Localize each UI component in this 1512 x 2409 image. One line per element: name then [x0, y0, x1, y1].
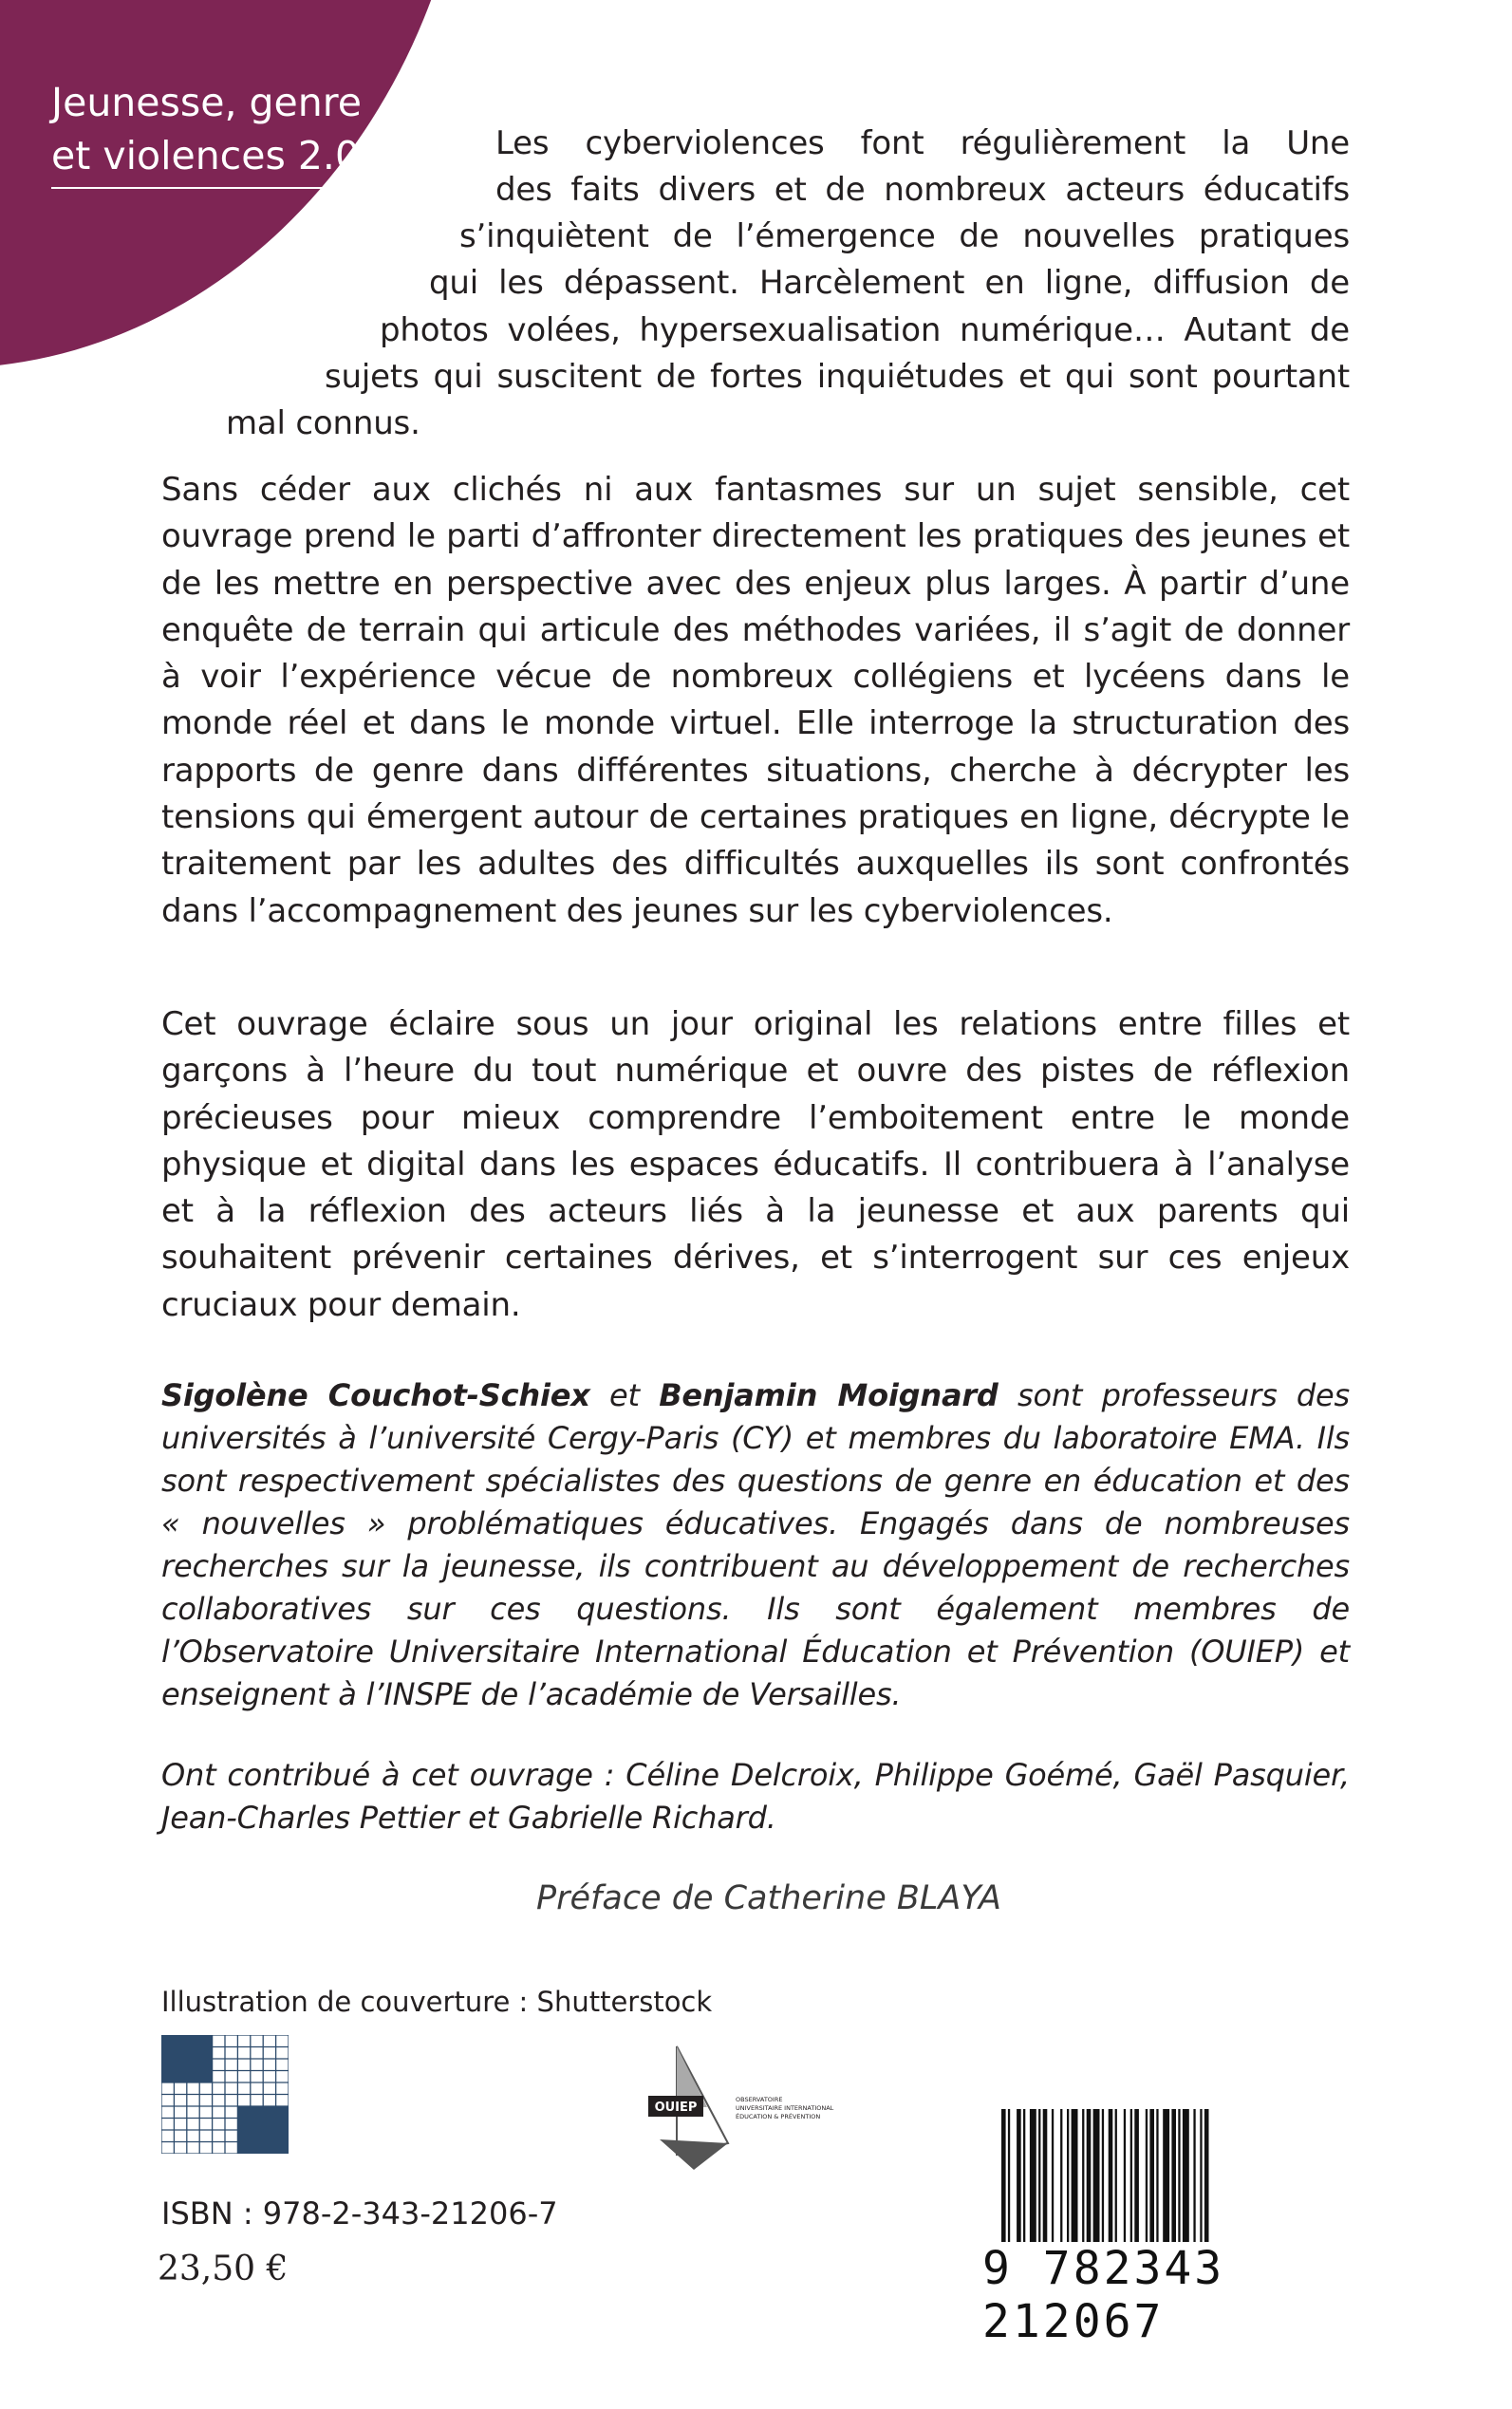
ouiep-acronym: OUIEP — [654, 2101, 698, 2115]
intro-line: Les cyberviolences font régulièrement la Une — [495, 124, 1350, 162]
intro-line: mal connus. — [226, 404, 420, 442]
author-2-name: Benjamin Moignard — [659, 1377, 999, 1413]
paragraph-main: Sans céder aux clichés ni aux fantasmes sur un sujet sensible, cet ouvrage prend le parti d’affronter directement les pratiques des jeunes et de les mettre en perspective avec des enjeux plus larges. À partir d’une enquête de terrain qui articule des méthodes variées, il s’agit de donner à voir l’expérience vécue de nombreux collégiens et lycéens dans le monde réel et dans le monde virtuel. Elle interroge la structuration des rapports de genre dans différentes situations, cherche à décrypter les tensions qui émergent autour de certaines pratiques en ligne, décrypte le traitement par les adultes des difficultés auxquelles ils sont confrontés dans l’accompagnement des jeunes sur les cyberviolences. — [161, 471, 1350, 930]
preface-credit: Préface de Catherine BLAYA — [536, 1879, 1001, 1917]
intro-line: des faits divers et de nombreux acteurs éducatifs — [495, 171, 1350, 209]
author-bio-text: sont professeurs des universités à l’université Cergy-Paris (CY) et membres du laboratoire EMA. Ils sont respectivement spécialistes des questions de genre en éducation et des « nouvelles » problématiques éducatives. Engagés dans de nombreuses recherches sur la jeunesse, ils contribuent au développement de recherches collaboratives sur ces questions. Ils sont également membres de l’Observatoire Universitaire International Éducation et Prévention (OUIEP) et enseignent à l’INSPE de l’académie de Versailles. — [161, 1377, 1350, 1712]
barcode-number: 9 782343 212067 — [982, 2242, 1225, 2348]
ouiep-line-2: UNIVERSITAIRE INTERNATIONAL — [736, 2104, 834, 2112]
author-bio — [161, 1374, 1350, 1716]
illustration-credit: Illustration de couverture : Shutterstock — [161, 1986, 713, 2018]
intro-line: sujets qui suscitent de fortes inquiétudes et qui sont pourtant — [325, 358, 1350, 396]
intro-line: photos volées, hypersexualisation numérique… Autant de — [380, 311, 1350, 349]
ouiep-line-1: OBSERVATOIRE — [736, 2096, 783, 2103]
price: 23,50 € — [158, 2250, 289, 2288]
series-title-line-1: Jeunesse, genre — [51, 80, 362, 125]
author-1-name: Sigolène Couchot-Schiex — [161, 1377, 590, 1413]
author-joiner: et — [589, 1377, 660, 1413]
barcode-icon — [1001, 2109, 1343, 2242]
paragraph-conclusion: Cet ouvrage éclaire sous un jour original les relations entre filles et garçons à l’heure du tout numérique et ouvre des pistes de réflexion précieuses pour mieux comprendre l’emboitement entre le monde physique et digital dans les espaces éducatifs. Il contribuera à l’analyse et à la réflexion des acteurs liés à la jeunesse et aux parents qui souhaitent prévenir certaines dérives, et s’interrogent sur ces enjeux cruciaux pour demain. — [161, 1005, 1350, 1324]
ouiep-logo-icon — [641, 2041, 859, 2174]
contributors: Ont contribué à cet ouvrage : Céline Delcroix, Philippe Goémé, Gaël Pasquier, Jean-Charles Pettier et Gabrielle Richard. — [161, 1757, 1350, 1836]
intro-line: qui les dépassent. Harcèlement en ligne, diffusion de — [429, 264, 1350, 302]
intro-line: s’inquiètent de l’émergence de nouvelles pratiques — [459, 217, 1350, 255]
publisher-grid-logo-icon — [161, 2035, 289, 2154]
series-title — [51, 76, 383, 182]
series-title-line-2: et violences 2.0 — [51, 133, 361, 178]
ouiep-line-3: ÉDUCATION & PRÉVENTION — [736, 2113, 821, 2120]
isbn: ISBN : 978-2-343-21206-7 — [161, 2195, 558, 2232]
series-title-underline — [51, 187, 378, 189]
